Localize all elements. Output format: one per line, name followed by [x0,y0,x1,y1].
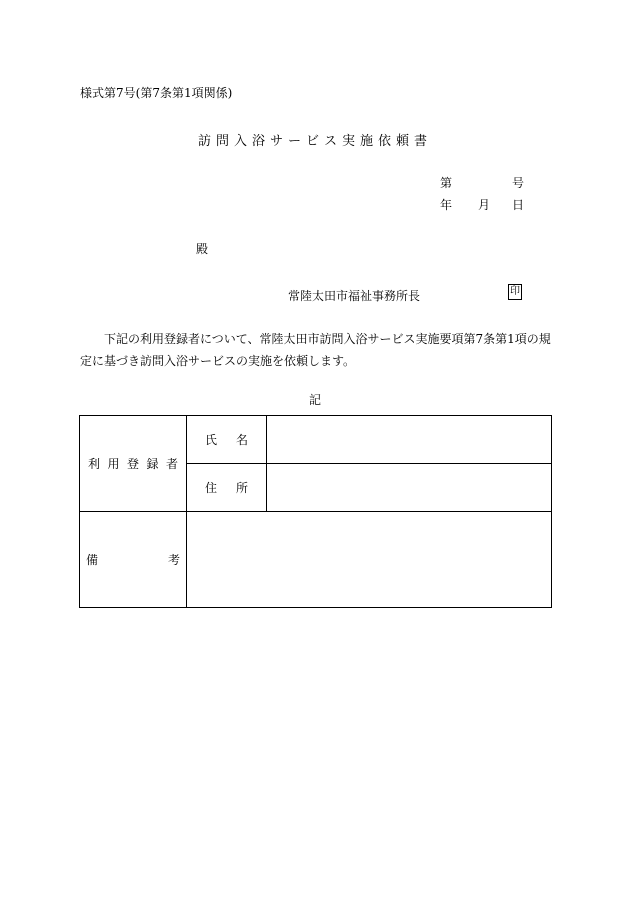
remarks-label-cell [80,512,187,608]
address-label-cell [187,464,267,512]
issuer-name: 常陸太田市福祉事務所長 [288,289,421,303]
date-year: 年 [440,198,453,212]
user-label-char: 用 [107,457,120,471]
seal-mark: 印 [508,284,522,300]
name-label-char: 名 [235,433,248,447]
address-label-char: 所 [235,481,248,495]
remarks-label-char: 備 [86,553,99,567]
number-prefix: 第 [440,176,453,190]
user-label-char: 利 [88,457,101,471]
name-label-char: 氏 [205,433,218,447]
name-value-field[interactable] [267,416,552,464]
document-title: 訪問入浴サービス実施依頼書 [197,134,432,149]
user-label-char: 録 [146,457,159,471]
date-month: 月 [478,198,491,212]
name-label-cell [187,416,267,464]
address-value-field[interactable] [267,464,552,512]
ki-heading: 記 [308,393,321,407]
registration-table [79,415,552,608]
user-label-cell [80,416,187,512]
user-label-char: 者 [165,457,178,471]
number-suffix: 号 [512,176,525,190]
remarks-value-field[interactable] [187,512,552,608]
remarks-label-char: 考 [167,553,180,567]
form-code: 様式第7号(第7条第1項関係) [80,86,233,100]
addressee-suffix: 殿 [196,242,209,256]
address-label-char: 住 [205,481,218,495]
request-body-text: 下記の利用登録者について、常陸太田市訪問入浴サービス実施要項第7条第1項の規定に基づき訪問入浴サービスの実施を依頼します。 [80,332,551,368]
user-label-char: 登 [126,457,139,471]
date-day: 日 [512,198,525,212]
